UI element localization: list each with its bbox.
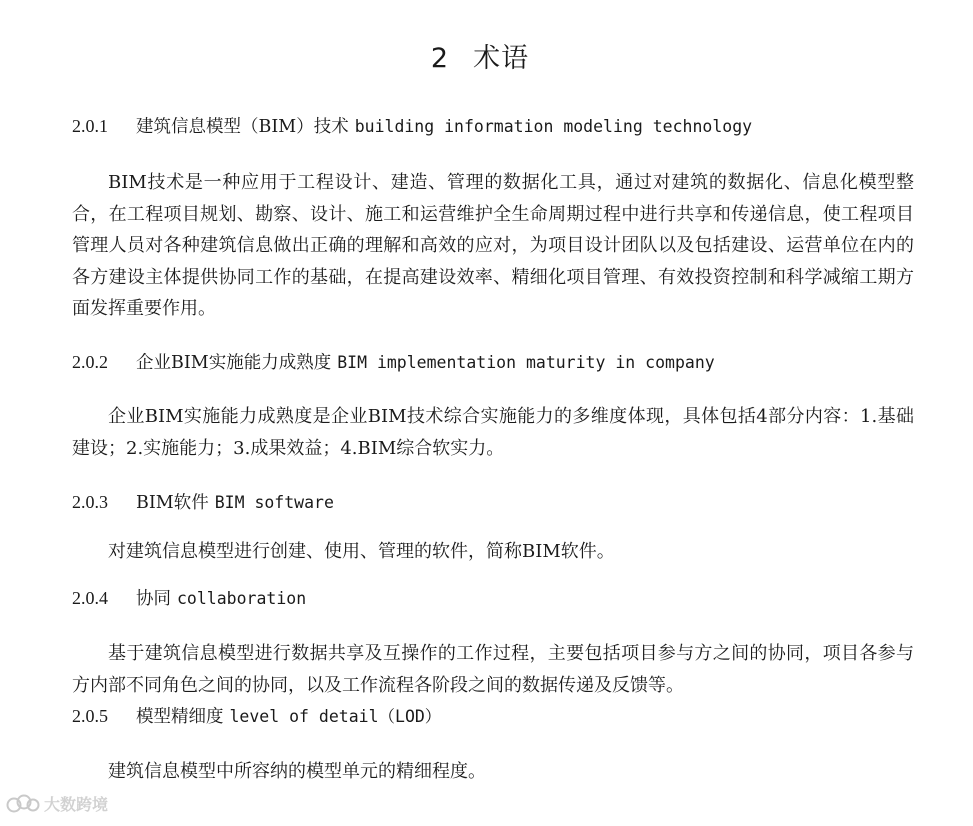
term-name-en: collaboration xyxy=(177,589,307,608)
term-name-en: BIM software xyxy=(214,493,334,512)
term-name-zh: BIM软件 xyxy=(136,493,209,513)
term-name-en: level of detail（LOD） xyxy=(229,707,442,726)
term-definition-2-0-2: 企业BIM实施能力成熟度是企业BIM技术综合实施能力的多维度体现，具体包括4部分内容：1.基础建设；2.实施能力；3.成果效益；4.BIM综合软实力。 xyxy=(72,406,914,459)
term-number: 2.0.2 xyxy=(72,352,108,372)
term-name-zh: 协同 xyxy=(136,589,171,609)
term-heading-2-0-5 xyxy=(72,704,441,729)
cloud-logo-icon xyxy=(6,794,40,814)
term-number: 2.0.1 xyxy=(72,116,108,136)
term-number: 2.0.4 xyxy=(72,588,108,608)
watermark xyxy=(6,792,108,815)
term-heading-2-0-2 xyxy=(72,350,715,375)
term-definition-2-0-3: 对建筑信息模型进行创建、使用、管理的软件，简称BIM软件。 xyxy=(108,541,615,562)
term-heading-2-0-1 xyxy=(72,114,752,139)
term-definition-2-0-1: BIM技术是一种应用于工程设计、建造、管理的数据化工具，通过对建筑的数据化、信息化模型整合，在工程项目规划、勘察、设计、施工和运营维护全生命周期过程中进行共享和传递信息，使工程项目管理人员对各种建筑信息做出正确的理解和高效的应对，为项目设计团队以及包括建设、运营单位在内的各方建设主体提供协同工作的基础，在提高建设效率、精细化项目管理、有效投资控制和科学减缩工期方面发挥重要作用。 xyxy=(72,172,914,319)
term-number: 2.0.5 xyxy=(72,706,108,726)
term-name-en: BIM implementation maturity in company xyxy=(337,353,715,372)
term-name-en: building information modeling technology xyxy=(354,117,753,136)
term-name-zh: 模型精细度 xyxy=(136,707,224,727)
chapter-title xyxy=(0,36,960,75)
watermark-text: 大数跨境 xyxy=(44,795,109,814)
term-name-zh: 企业BIM实施能力成熟度 xyxy=(136,353,332,373)
term-definition-2-0-4: 基于建筑信息模型进行数据共享及互操作的工作过程，主要包括项目参与方之间的协同，项目各参与方内部不同角色之间的协同，以及工作流程各阶段之间的数据传递及反馈等。 xyxy=(72,643,914,696)
chapter-number: 2 xyxy=(430,43,450,74)
term-name-zh: 建筑信息模型（BIM）技术 xyxy=(136,117,349,137)
term-heading-2-0-4 xyxy=(72,586,306,611)
chapter-title-text: 术语 xyxy=(473,43,530,74)
term-definition-2-0-5: 建筑信息模型中所容纳的模型单元的精细程度。 xyxy=(108,761,486,782)
term-heading-2-0-3 xyxy=(72,490,334,515)
term-number: 2.0.3 xyxy=(72,492,108,512)
